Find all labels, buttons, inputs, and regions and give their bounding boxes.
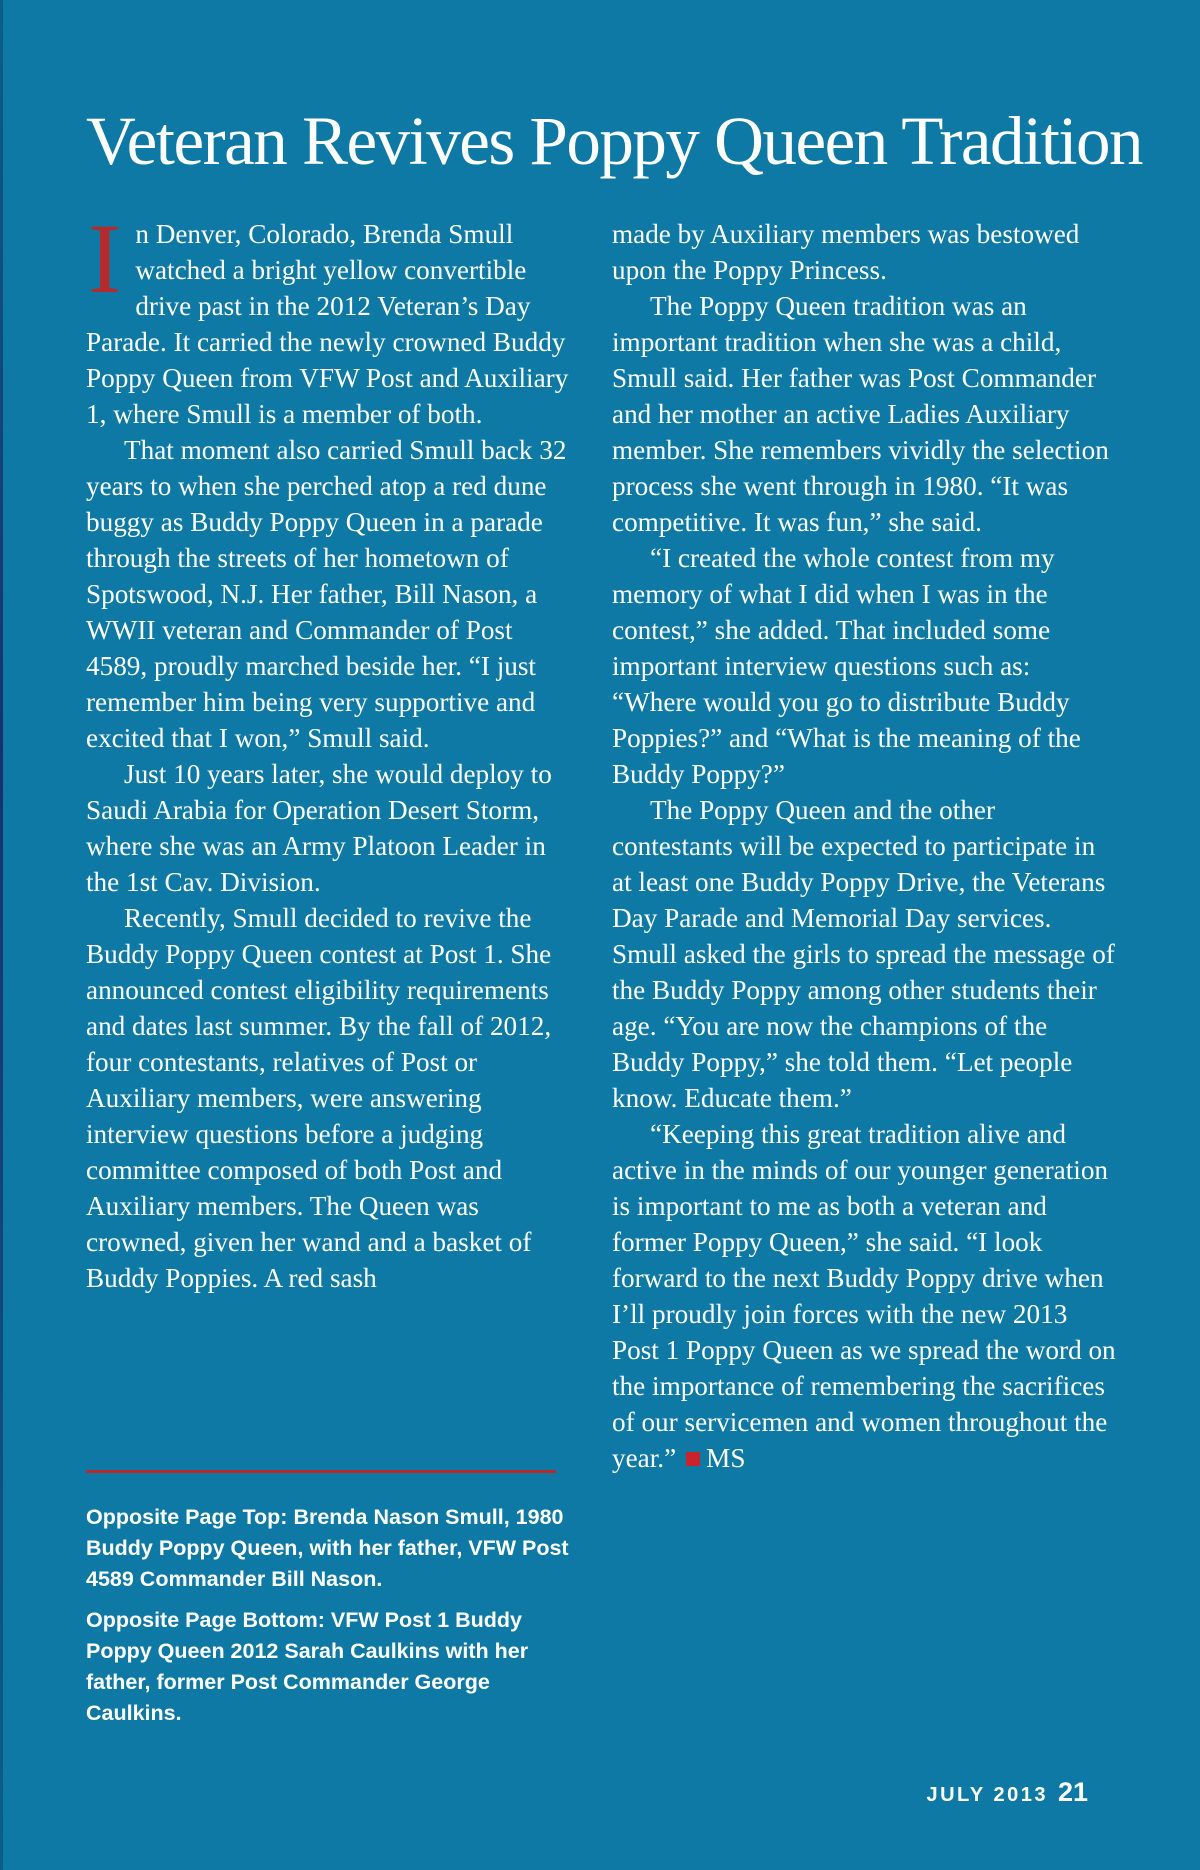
right-text-column [612,216,1117,1476]
article-title: Veteran Revives Poppy Queen Tradition [86,103,1143,179]
caption-top: Opposite Page Top: Brenda Nason Smull, 1980 Buddy Poppy Queen, with her father, VFW Post 4589 Commander Bill Nason. [86,1505,569,1591]
paragraph [612,1116,1117,1476]
caption-divider [86,1470,556,1473]
paragraph [86,203,578,432]
paragraph: made by Auxiliary members was bestowed upon the Poppy Princess. [612,219,1080,285]
issue-date: JULY 2013 [926,1784,1048,1806]
paragraph: The Poppy Queen and the other contestants will be expected to participate in at least one Buddy Poppy Drive, the Veterans Day Parade and Memorial Day services. Smull asked the girls to spread the message of the Buddy Poppy among other students their age. “You are now the champions of the Buddy Poppy,” she told them. “Let people know. Educate them.” [612,795,1115,1113]
photo-captions [86,1502,576,1739]
paragraph: Just 10 years later, she would deploy to Saudi Arabia for Operation Desert Storm, where she was an Army Platoon Leader in the 1st Cav. Division. [86,759,552,897]
paragraph-text: n Denver, Colorado, Brenda Smull watched a bright yellow convertible drive past in the 2012 Veteran’s Day Parade. It carried the newly crowned Buddy Poppy Queen from VFW Post and Auxiliary 1, where Smull is a member of both. [86,219,569,429]
paragraph-text: “Keeping this great tradition alive and active in the minds of our younger generation is important to me as both a veteran and former Poppy Queen,” she said. “I look forward to the next Buddy Poppy drive when I’ll proudly join forces with the new 2013 Post 1 Poppy Queen as we spread the word on the importance of remembering the sacrifices of our servicemen and women throughout the year.” [612,1119,1116,1473]
page-edge-strip [0,0,3,1870]
page-footer [926,1777,1088,1808]
paragraph: That moment also carried Smull back 32 years to when she perched atop a red dune buggy as Buddy Poppy Queen in a parade through the streets of her hometown of Spotswood, N.J. Her father, Bill Nason, a WWII veteran and Commander of Post 4589, proudly marched beside her. “I just remember him being very supportive and excited that I won,” Smull said. [86,435,567,753]
paragraph: The Poppy Queen tradition was an important tradition when she was a child, Smull said. Her father was Post Commander and her mother an active Ladies Auxiliary member. She remembers vividly the selection process she went through in 1980. “It was competitive. It was fun,” she said. [612,291,1109,537]
byline: MS [706,1443,746,1473]
caption-bottom: Opposite Page Bottom: VFW Post 1 Buddy Poppy Queen 2012 Sarah Caulkins with her father, former Post Commander George Caulkins. [86,1608,529,1725]
page-number: 21 [1057,1777,1088,1807]
paragraph: Recently, Smull decided to revive the Buddy Poppy Queen contest at Post 1. She announced contest eligibility requirements and dates last summer. By the fall of 2012, four contestants, relatives of Post or Auxiliary members, were answering interview questions before a judging committee composed of both Post and Auxiliary members. The Queen was crowned, given her wand and a basket of Buddy Poppies. A red sash [86,903,552,1293]
drop-cap: I [88,203,122,314]
end-mark-icon [686,1452,700,1466]
paragraph: “I created the whole contest from my memory of what I did when I was in the contest,” she added. That included some important interview questions such as: “Where would you go to distribute Buddy Poppies?” and “What is the meaning of the Buddy Poppy?” [612,543,1081,789]
left-text-column [86,203,578,1296]
